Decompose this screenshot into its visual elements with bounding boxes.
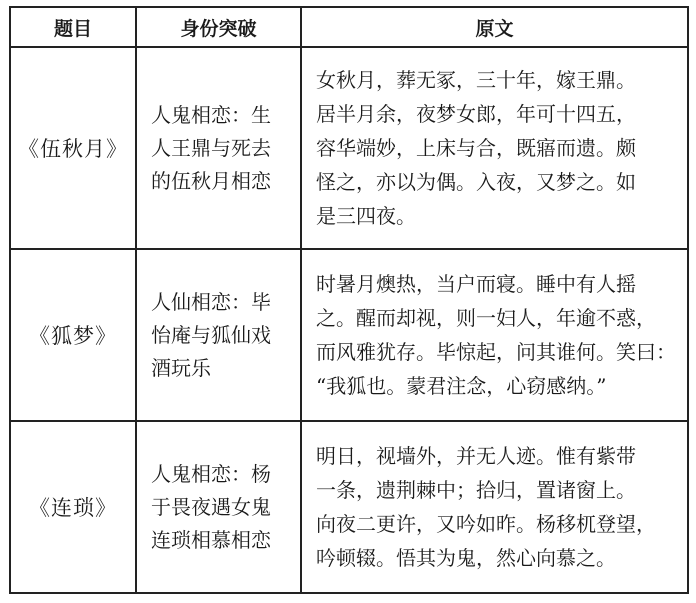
- header-row: [10, 7, 688, 47]
- identity-line: 的伍秋月相恋: [151, 168, 271, 193]
- identity-line: 连琐相慕相恋: [151, 527, 271, 552]
- row-title: 《狐梦》: [10, 249, 136, 421]
- original-line: 向夜二更许，又吟如昨。杨移杌登望，: [316, 512, 656, 536]
- original-line: 怪之，亦以为偶。入夜，又梦之。如: [316, 170, 636, 194]
- table-row: [10, 421, 688, 593]
- identity-line: 酒玩乐: [151, 355, 211, 380]
- original-line: 居半月余，夜梦女郎，年可十四五，: [316, 102, 636, 126]
- identity-line: 人鬼相恋：杨: [151, 461, 271, 486]
- row-identity: [136, 47, 301, 249]
- original-line: 之。醒而却视，则一妇人，年逾不惑，: [316, 306, 656, 330]
- original-line: 而风雅犹存。毕惊起，问其谁何。笑曰：: [316, 340, 676, 364]
- original-line: 容华端妙，上床与合，既寤而遗。颇: [316, 136, 636, 160]
- original-line: 是三四夜。: [316, 204, 416, 228]
- identity-line: 怡庵与狐仙戏: [151, 322, 271, 347]
- original-line: 女秋月，葬无冢，三十年，嫁王鼎。: [316, 68, 636, 92]
- row-identity: [136, 249, 301, 421]
- row-original: [301, 421, 688, 593]
- row-identity: [136, 421, 301, 593]
- original-line: 一条，遗荆棘中；拾归，置诸窗上。: [316, 478, 636, 502]
- comparison-table: [9, 6, 689, 594]
- identity-line: 人鬼相恋：生: [151, 102, 271, 127]
- header-original: 原文: [301, 7, 688, 47]
- table-row: [10, 47, 688, 249]
- original-line: “我狐也。蒙君注念，心窃感纳。”: [316, 374, 607, 398]
- header-identity: 身份突破: [136, 7, 301, 47]
- row-original: [301, 249, 688, 421]
- table-wrapper: [9, 6, 687, 597]
- row-original: [301, 47, 688, 249]
- original-line: 时暑月燠热，当户而寝。睡中有人摇: [316, 272, 636, 296]
- identity-line: 于畏夜遇女鬼: [151, 494, 271, 519]
- row-title: 《连琐》: [10, 421, 136, 593]
- original-line: 吟顿辍。悟其为鬼，然心向慕之。: [316, 546, 616, 570]
- table-row: [10, 249, 688, 421]
- row-title: 《伍秋月》: [10, 47, 136, 249]
- header-title: 题目: [10, 7, 136, 47]
- identity-line: 人王鼎与死去: [151, 135, 271, 160]
- original-line: 明日，视墙外，并无人迹。惟有紫带: [316, 444, 636, 468]
- identity-line: 人仙相恋：毕: [151, 289, 271, 314]
